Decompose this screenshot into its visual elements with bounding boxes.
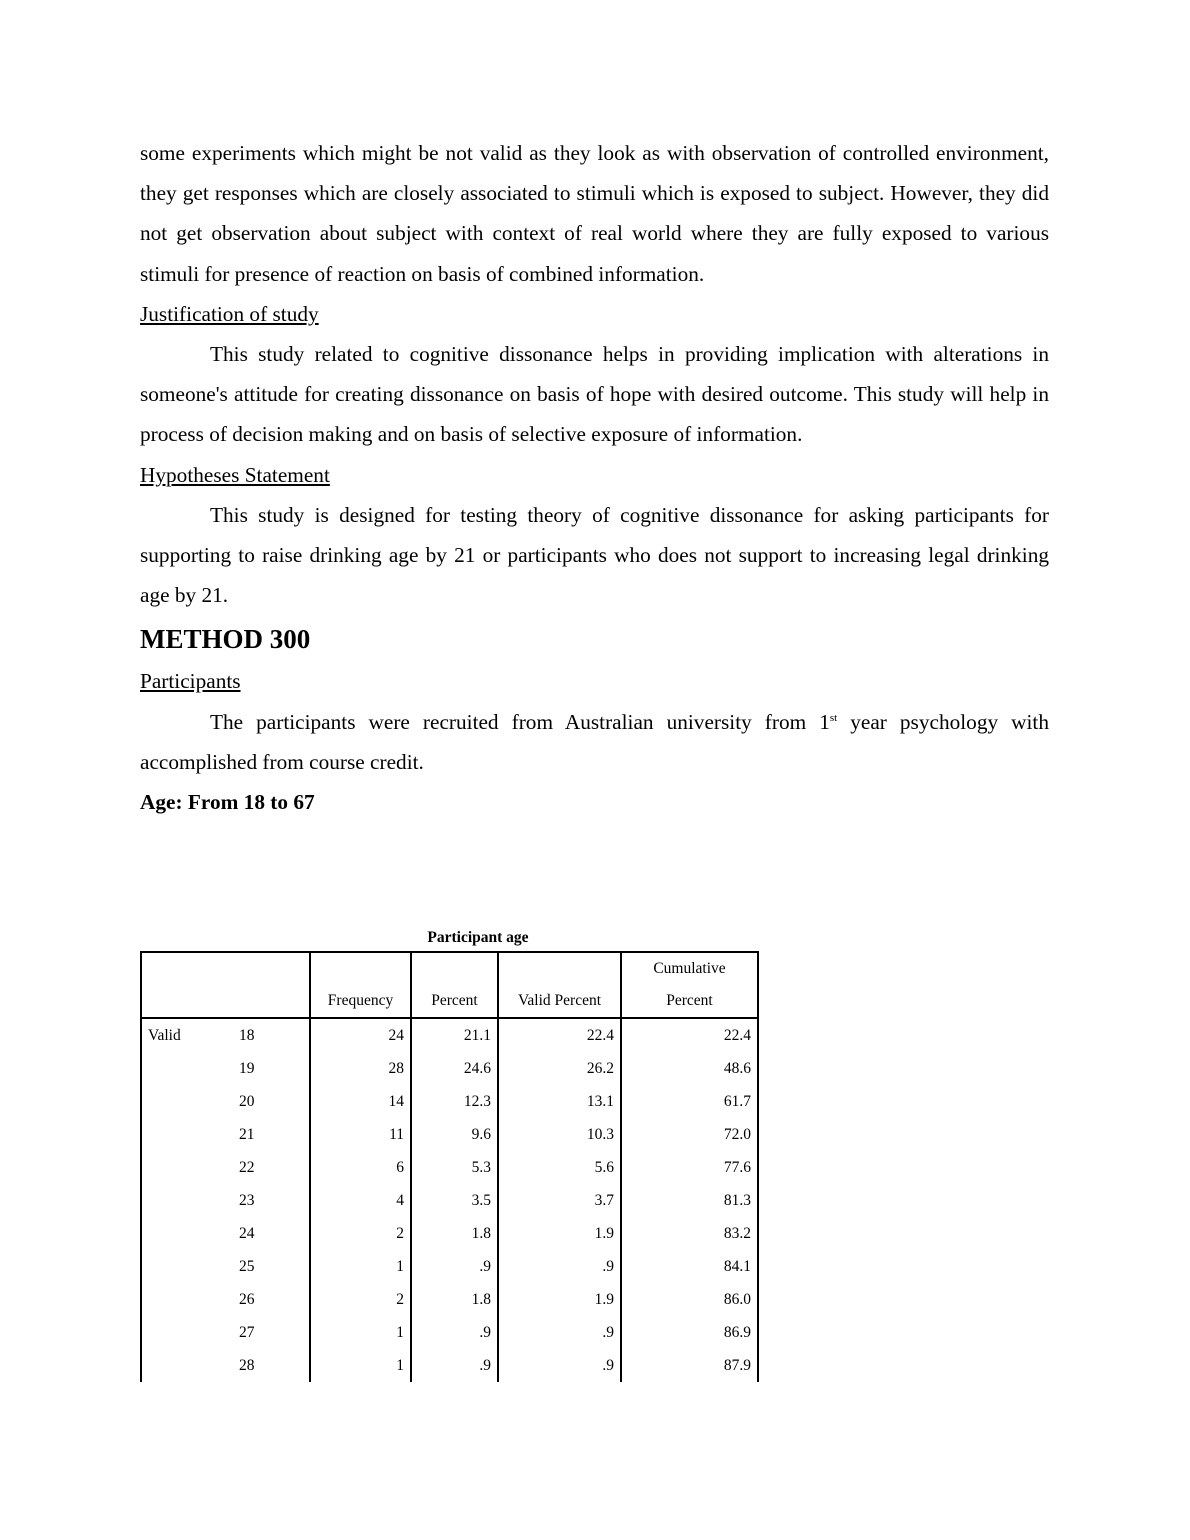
row-cumulative-percent: 84.1 — [621, 1250, 758, 1283]
row-age: 27 — [239, 1324, 255, 1341]
row-frequency: 14 — [310, 1085, 411, 1118]
row-cumulative-percent: 81.3 — [621, 1184, 758, 1217]
row-valid-percent: 3.7 — [498, 1184, 621, 1217]
row-percent: 3.5 — [411, 1184, 498, 1217]
row-valid-percent: 1.9 — [498, 1217, 621, 1250]
table-header-row — [141, 952, 758, 1018]
justification-heading: Justification of study — [140, 301, 319, 326]
row-cumulative-percent: 83.2 — [621, 1217, 758, 1250]
row-valid-percent: 10.3 — [498, 1118, 621, 1151]
row-valid-percent: .9 — [498, 1250, 621, 1283]
row-age: 28 — [239, 1357, 255, 1374]
table-row — [141, 1018, 758, 1052]
row-frequency: 24 — [310, 1018, 411, 1052]
row-age: 24 — [239, 1225, 255, 1242]
row-age: 18 — [239, 1027, 255, 1044]
header-blank — [141, 952, 310, 1018]
table-row — [141, 1250, 758, 1283]
row-group-label: Valid — [141, 1018, 221, 1052]
row-group-label — [141, 1085, 221, 1118]
row-percent: 21.1 — [411, 1018, 498, 1052]
participants-heading: Participants — [140, 669, 241, 694]
document-body — [140, 133, 1049, 822]
participant-age-table — [140, 951, 759, 1382]
row-frequency: 1 — [310, 1250, 411, 1283]
row-cumulative-percent: 87.9 — [621, 1349, 758, 1382]
participants-text-before: The participants were recruited from Australian university from 1 — [210, 709, 830, 734]
row-age: 19 — [239, 1060, 255, 1077]
row-age: 22 — [239, 1159, 255, 1176]
row-cumulative-percent: 22.4 — [621, 1018, 758, 1052]
row-valid-percent: 5.6 — [498, 1151, 621, 1184]
row-frequency: 4 — [310, 1184, 411, 1217]
row-percent: 1.8 — [411, 1283, 498, 1316]
participants-text-after: year psychology with accomplished from course credit. — [140, 709, 1049, 774]
header-frequency: Frequency — [310, 952, 411, 1018]
table-row — [141, 1349, 758, 1382]
row-age: 21 — [239, 1126, 255, 1143]
row-cumulative-percent: 77.6 — [621, 1151, 758, 1184]
row-frequency: 2 — [310, 1217, 411, 1250]
table-row — [141, 1316, 758, 1349]
row-cumulative-percent: 48.6 — [621, 1052, 758, 1085]
participant-age-table-block — [140, 925, 822, 1382]
hypotheses-heading: Hypotheses Statement — [140, 462, 330, 487]
row-frequency: 6 — [310, 1151, 411, 1184]
table-row — [141, 1184, 758, 1217]
row-group-label — [141, 1349, 221, 1382]
method-heading: METHOD 300 — [140, 624, 311, 655]
row-percent: 9.6 — [411, 1118, 498, 1151]
row-age: 20 — [239, 1093, 255, 1110]
row-valid-percent: .9 — [498, 1349, 621, 1382]
table-row — [141, 1283, 758, 1316]
row-age: 25 — [239, 1258, 255, 1275]
row-cumulative-percent: 86.9 — [621, 1316, 758, 1349]
row-frequency: 11 — [310, 1118, 411, 1151]
table-row — [141, 1052, 758, 1085]
header-cumulative-percent: Cumulative Percent — [621, 952, 758, 1018]
age-range-line: Age: From 18 to 67 — [140, 790, 315, 815]
row-group-label — [141, 1316, 221, 1349]
row-group-label — [141, 1217, 221, 1250]
row-group-label — [141, 1250, 221, 1283]
hypotheses-paragraph: This study is designed for testing theory of cognitive dissonance for asking participants for supporting to raise drinking age by 21 or participants who does not support to increasing legal drinking age by 21. — [140, 502, 1049, 608]
row-frequency: 1 — [310, 1316, 411, 1349]
row-cumulative-percent: 72.0 — [621, 1118, 758, 1151]
row-group-label — [141, 1184, 221, 1217]
row-percent: .9 — [411, 1316, 498, 1349]
row-valid-percent: 22.4 — [498, 1018, 621, 1052]
row-percent: 12.3 — [411, 1085, 498, 1118]
table-row — [141, 1217, 758, 1250]
row-percent: 24.6 — [411, 1052, 498, 1085]
table-row — [141, 1118, 758, 1151]
row-cumulative-percent: 61.7 — [621, 1085, 758, 1118]
table-body — [141, 1018, 758, 1382]
row-frequency: 2 — [310, 1283, 411, 1316]
row-valid-percent: 26.2 — [498, 1052, 621, 1085]
row-percent: 5.3 — [411, 1151, 498, 1184]
paragraph-intro: some experiments which might be not valid as they look as with observation of controlled environment, they get responses which are closely associated to stimuli which is exposed to subject. However, they did not get observation about subject with context of real world where they are fully exposed to various stimuli for presence of reaction on basis of combined information. — [140, 141, 1049, 286]
row-valid-percent: 1.9 — [498, 1283, 621, 1316]
row-percent: 1.8 — [411, 1217, 498, 1250]
table-row — [141, 1085, 758, 1118]
row-group-label — [141, 1151, 221, 1184]
row-age: 23 — [239, 1192, 255, 1209]
row-group-label — [141, 1118, 221, 1151]
table-row — [141, 1151, 758, 1184]
table-title: Participant age — [427, 929, 529, 946]
participants-paragraph — [140, 702, 1049, 782]
header-percent: Percent — [411, 952, 498, 1018]
row-valid-percent: 13.1 — [498, 1085, 621, 1118]
row-frequency: 1 — [310, 1349, 411, 1382]
justification-paragraph: This study related to cognitive dissonance helps in providing implication with alterations in someone's attitude for creating dissonance on basis of hope with desired outcome. This study will help in process of decision making and on basis of selective exposure of information. — [140, 342, 1049, 447]
ordinal-suffix: st — [829, 711, 838, 724]
row-group-label — [141, 1052, 221, 1085]
header-valid-percent: Valid Percent — [498, 952, 621, 1018]
row-age: 26 — [239, 1291, 255, 1308]
row-frequency: 28 — [310, 1052, 411, 1085]
row-percent: .9 — [411, 1250, 498, 1283]
row-cumulative-percent: 86.0 — [621, 1283, 758, 1316]
row-group-label — [141, 1283, 221, 1316]
row-valid-percent: .9 — [498, 1316, 621, 1349]
row-percent: .9 — [411, 1349, 498, 1382]
